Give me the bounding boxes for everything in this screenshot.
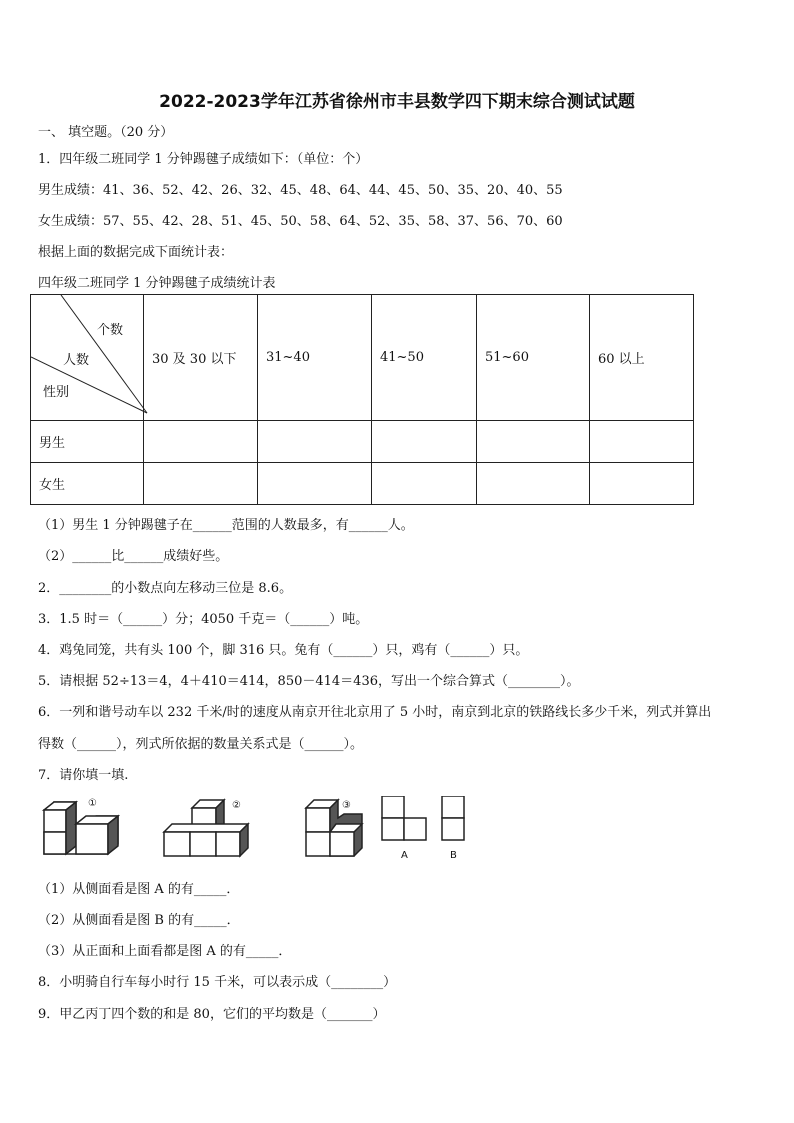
table-cell[interactable]: [144, 421, 258, 463]
table-cell[interactable]: [477, 463, 590, 505]
header-people: 人数: [63, 353, 90, 368]
section-heading: 一、 填空题。（20 分）: [38, 125, 174, 140]
table-cell[interactable]: [372, 463, 477, 505]
cube-figures: [40, 796, 480, 866]
question-2: 2．________的小数点向左移动三位是 8.6。: [38, 581, 293, 596]
column-header: 30 及 30 以下: [144, 295, 258, 421]
diagonal-lines: [31, 295, 151, 421]
header-gender: 性别: [43, 385, 70, 400]
column-header: 60 以上: [590, 295, 694, 421]
view-a-figure: [382, 796, 426, 840]
column-header: 31~40: [258, 295, 372, 421]
question-6-line2: 得数（______），列式所依据的数量关系式是（______）。: [38, 737, 364, 752]
figure-label-a: A: [401, 850, 408, 861]
q1-boys-scores: 男生成绩：41、36、52、42、26、32、45、48、64、44、45、50、35、20、40、55: [38, 183, 563, 198]
table-title: 四年级二班同学 1 分钟踢毽子成绩统计表: [38, 276, 276, 291]
page-title: 2022-2023学年江苏省徐州市丰县数学四下期末综合测试试题: [159, 92, 635, 112]
question-8: 8．小明骑自行车每小时行 15 千米，可以表示成（________）: [38, 975, 397, 990]
q1-stem: 1．四年级二班同学 1 分钟踢毽子成绩如下：（单位：个）: [38, 152, 369, 167]
table-cell[interactable]: [477, 421, 590, 463]
column-header: 51~60: [477, 295, 590, 421]
table-row: [31, 421, 694, 463]
table-cell[interactable]: [590, 463, 694, 505]
table-cell[interactable]: [258, 421, 372, 463]
table-cell[interactable]: [372, 421, 477, 463]
q1-instruction: 根据上面的数据完成下面统计表：: [38, 245, 234, 260]
row-header-boys: 男生: [31, 421, 144, 463]
question-6-line1: 6．一列和谐号动车以 232 千米/时的速度从南京开往北京用了 5 小时，南京到北京的铁路线长多少千米，列式并算出: [38, 705, 712, 720]
figure-label-b: B: [450, 850, 457, 861]
q7-sub2: （2）从侧面看是图 B 的有_____．: [38, 913, 240, 928]
question-7-stem: 7．请你填一填.: [38, 768, 129, 783]
q1-sub1: （1）男生 1 分钟踢毽子在______范围的人数最多，有______人。: [38, 518, 414, 533]
statistics-table: [30, 294, 694, 505]
question-5: 5．请根据 52÷13＝4，4＋410＝414，850－414＝436，写出一个综合算式（________）。: [38, 674, 580, 689]
view-b-figure: [442, 796, 464, 840]
figure-label-3: ③: [342, 800, 351, 811]
cube-figure-1: [44, 802, 118, 854]
q1-sub2: （2）______比______成绩好些。: [38, 549, 229, 564]
row-header-girls: 女生: [31, 463, 144, 505]
q1-girls-scores: 女生成绩：57、55、42、28、51、45、50、58、64、52、35、58、37、56、70、60: [38, 214, 563, 229]
cube-figure-3: [306, 800, 362, 856]
question-3: 3．1.5 时＝（______）分；4050 千克＝（______）吨。: [38, 612, 369, 627]
figure-label-2: ②: [232, 800, 241, 811]
table-row: [31, 463, 694, 505]
header-count: 个数: [97, 323, 124, 338]
q7-sub1: （1）从侧面看是图 A 的有_____．: [38, 882, 240, 897]
table-cell[interactable]: [144, 463, 258, 505]
q7-sub3: （3）从正面和上面看都是图 A 的有_____．: [38, 944, 292, 959]
diagonal-header-cell: [31, 295, 144, 421]
figure-label-1: ①: [88, 798, 97, 809]
table-cell[interactable]: [258, 463, 372, 505]
column-header: 41~50: [372, 295, 477, 421]
table-cell[interactable]: [590, 421, 694, 463]
question-4: 4．鸡兔同笼，共有头 100 个，脚 316 只。兔有（______）只，鸡有（______）只。: [38, 643, 529, 658]
question-9: 9．甲乙丙丁四个数的和是 80，它们的平均数是（_______）: [38, 1007, 386, 1022]
